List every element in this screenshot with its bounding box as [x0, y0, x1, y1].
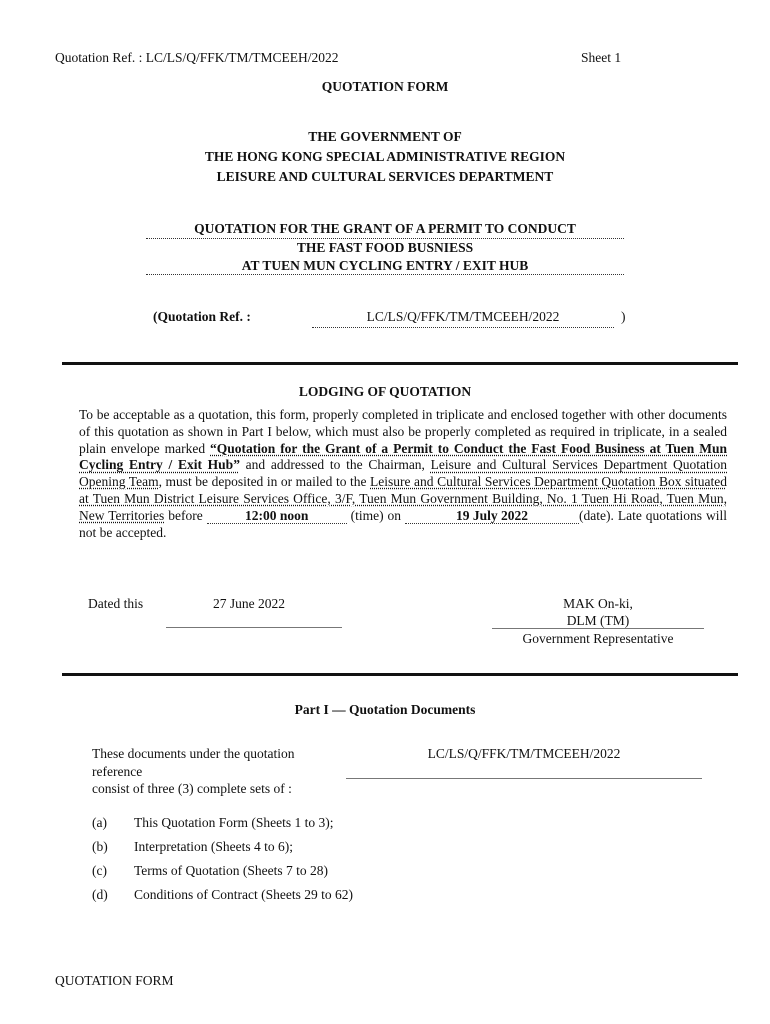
quotation-ref-rule [312, 327, 614, 328]
lodging-text-1: To be acceptable as a quotation, this form, properly completed in triplicate and enclosed together with other documents of this quotation as shown in Part I below, which must also be properly completed as required in triplicate, in a sealed plain envelope marked [79, 407, 727, 456]
part1-ref-value: LC/LS/Q/FFK/TM/TMCEEH/2022 [427, 746, 621, 761]
lodging-text-2: and addressed to the Chairman, [239, 457, 431, 473]
sheet-number: Sheet 1 [581, 50, 622, 65]
document-item-key: (c) [92, 863, 107, 878]
footer-label: QUOTATION FORM [55, 973, 174, 988]
section-divider-1 [62, 362, 738, 365]
lodging-text-5: (time) on [346, 507, 406, 523]
part1-ref-rule [346, 778, 702, 779]
part1-intro-line-2: reference [92, 764, 143, 779]
quotation-ref-close: ) [621, 309, 626, 324]
document-item-text: Conditions of Contract (Sheets 29 to 62) [134, 887, 353, 902]
document-item-c [92, 863, 492, 881]
part1-heading: Part I — Quotation Documents [294, 702, 476, 717]
subject-line-1: QUOTATION FOR THE GRANT OF A PERMIT TO CONDUCT [194, 221, 576, 236]
form-title: QUOTATION FORM [321, 79, 449, 94]
lodging-heading: LODGING OF QUOTATION [298, 384, 472, 399]
document-item-text: Terms of Quotation (Sheets 7 to 28) [134, 863, 329, 878]
header-ref-line: Quotation Ref. : LC/LS/Q/FFK/TM/TMCEEH/2022 [55, 50, 339, 65]
opening-team: Leisure and Cultural Services Department Quotation Opening Team [79, 457, 727, 490]
quotation-ref-label: (Quotation Ref. : [153, 309, 251, 324]
government-line-3: LEISURE AND CULTURAL SERVICES DEPARTMENT [216, 169, 554, 184]
representative-role: Government Representative [522, 631, 674, 646]
subject-rule-1 [146, 238, 624, 239]
envelope-marking: “Quotation for the Grant of a Permit to Conduct the Fast Food Business at Tuen Mun Cycling Entry / Exit Hub” [79, 440, 727, 473]
lodging-text-3: , must be deposited in or mailed to the [158, 474, 371, 490]
document-item-key: (d) [92, 887, 108, 902]
government-line-1: THE GOVERNMENT OF [308, 129, 462, 144]
part1-intro-line-3: consist of three (3) complete sets of : [92, 781, 292, 796]
dated-value: 27 June 2022 [213, 596, 285, 611]
subject-rule-2 [146, 274, 624, 275]
document-item-d [92, 887, 492, 905]
deadline-time: 12:00 noon [207, 509, 347, 524]
document-item-key: (b) [92, 839, 108, 854]
subject-line-2: THE FAST FOOD BUSNIESS [296, 240, 474, 255]
lodging-text-6: (date). Late quotations will not be accepted. [79, 507, 727, 540]
document-item-text: Interpretation (Sheets 4 to 6); [134, 839, 293, 854]
quotation-box-address: Leisure and Cultural Services Department Quotation Box situated at Tuen Mun District Leisure Services Office, 3/F, Tuen Mun Government Building, No. 1 Tuen Hi Road, Tuen Mun, New Territories [79, 474, 727, 523]
signature-rule [492, 628, 704, 629]
dated-label: Dated this [88, 596, 144, 611]
part1-intro-line-1: These documents under the quotation [92, 746, 295, 761]
representative-name: MAK On-ki, [563, 596, 633, 611]
lodging-text-4: before [164, 507, 207, 523]
subject-line-3: AT TUEN MUN CYCLING ENTRY / EXIT HUB [241, 258, 529, 273]
dated-rule [166, 627, 342, 628]
document-item-a [92, 815, 492, 833]
section-divider-2 [62, 673, 738, 676]
document-item-text: This Quotation Form (Sheets 1 to 3); [134, 815, 334, 830]
document-item-key: (a) [92, 815, 107, 830]
quotation-ref-value: LC/LS/Q/FFK/TM/TMCEEH/2022 [366, 309, 560, 324]
government-line-2: THE HONG KONG SPECIAL ADMINISTRATIVE REGION [204, 149, 566, 164]
document-item-b [92, 839, 492, 857]
representative-post: DLM (TM) [566, 613, 630, 628]
lodging-paragraph [79, 407, 727, 541]
deadline-date: 19 July 2022 [405, 509, 579, 524]
